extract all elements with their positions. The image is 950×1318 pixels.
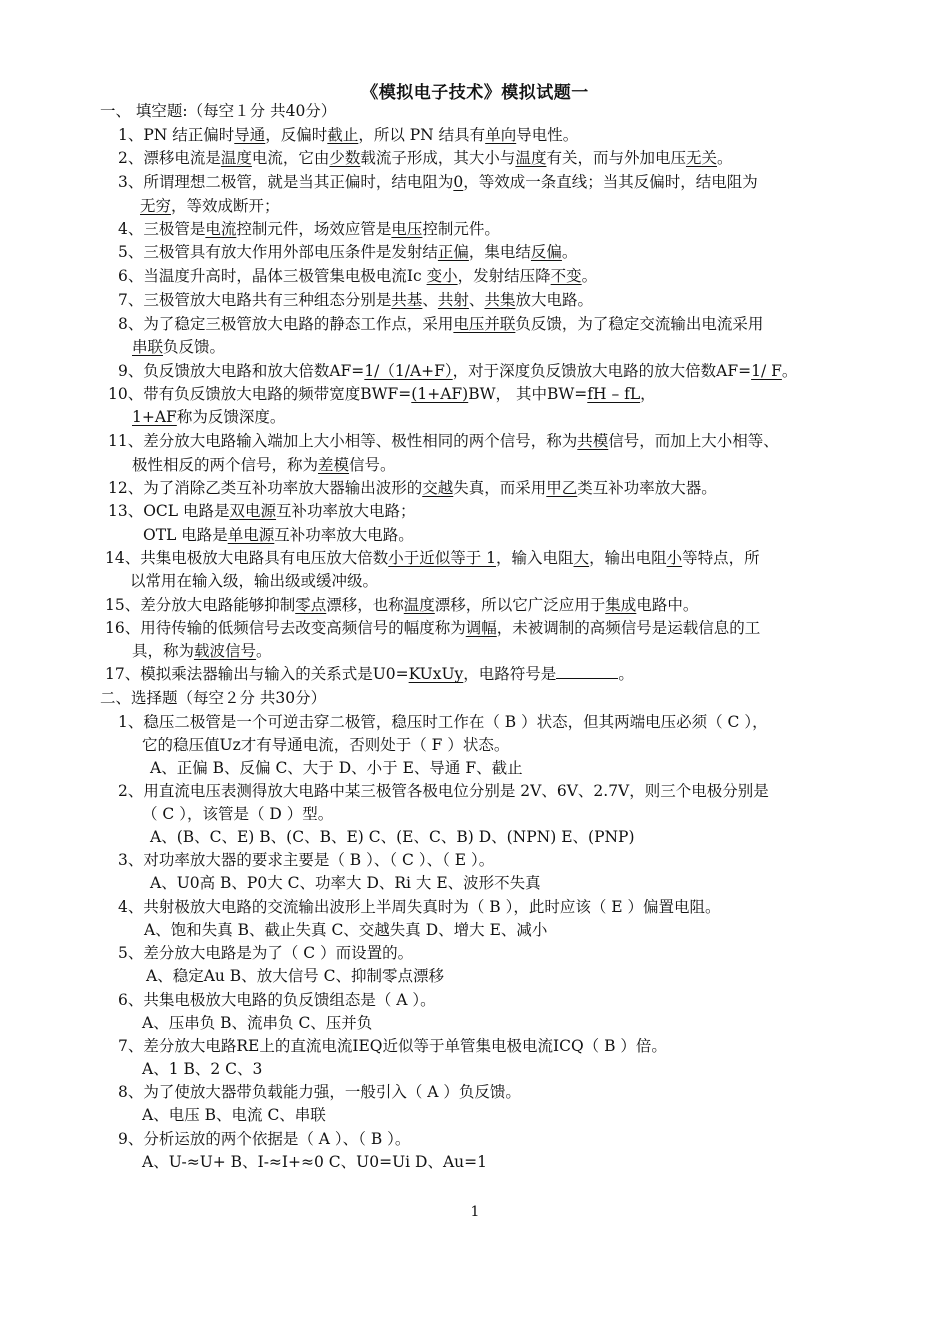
answer-text: 1/ F	[751, 362, 782, 380]
question-text: ，等效成断开；	[171, 197, 280, 215]
choice-options-5: A、稳定Au B、放大信号 C、抑制零点漂移	[146, 967, 444, 985]
question-text: 8、为了稳定三极管放大电路的静态工作点，采用	[118, 315, 454, 333]
choice-options-3: A、U0高 B、P0大 C、功率大 D、Ri 大 E、波形不失真	[150, 874, 541, 892]
answer-text: 共模	[577, 432, 609, 450]
question-text: 15、差分放大电路能够抑制	[105, 596, 296, 614]
question-text: 放大电路。	[515, 291, 593, 309]
question-text: 具，称为	[132, 642, 195, 660]
question-text: 、	[468, 291, 485, 309]
answer-text: (1+AF)	[411, 385, 469, 403]
question-text: 、	[422, 291, 438, 309]
question-9	[118, 361, 797, 381]
answer-text: 截止	[327, 126, 359, 144]
question-2	[118, 148, 733, 168]
choice-question-1-continued: 它的稳压值Uz才有导通电流，否则处于（ F ）状态。	[142, 736, 510, 754]
question-text: 载流子形成，其大小与	[360, 149, 516, 167]
question-text: 失真，而采用	[453, 479, 547, 497]
answer-text: 反偏	[530, 243, 562, 261]
question-text: 负反馈。	[163, 338, 226, 356]
question-text: 控制元件，场效应管是	[236, 220, 392, 238]
question-5	[118, 242, 577, 262]
answer-text: 集成	[605, 596, 637, 614]
question-7	[118, 290, 593, 310]
question-11	[108, 431, 779, 451]
choice-options-1: A、正偏 B、反偏 C、大于 D、小于 E、导通 F、截止	[150, 759, 523, 777]
choice-question-9: 9、分析运放的两个依据是（ A ）、（ B ）。	[118, 1130, 411, 1148]
answer-text: 少数	[329, 149, 361, 167]
question-text: 4、三极管是	[118, 220, 206, 238]
choice-options-6: A、压串负 B、流串负 C、压并负	[142, 1014, 373, 1032]
question-text: ，集电结	[468, 243, 531, 261]
question-text: 导电性。	[516, 126, 579, 144]
answer-text: 温度	[220, 149, 252, 167]
question-12	[108, 478, 717, 498]
choice-options-4: A、饱和失真 B、截止失真 C、交越失真 D、增大 E、减小	[144, 921, 548, 939]
answer-text: 正偏	[437, 243, 469, 261]
section-heading-multiple-choice: 二、选择题（每空２分 共30分）	[100, 689, 327, 707]
choice-question-4: 4、共射极放大电路的交流输出波形上半周失真时为（ B ），此时应该（ E ）偏置电阻。	[118, 898, 721, 916]
question-8	[118, 314, 763, 334]
question-text: 电路中。	[636, 596, 699, 614]
answer-text: 共射	[437, 291, 469, 309]
choice-question-7: 7、差分放大电路RE上的直流电流IEQ近似等于单管集电极电流ICQ（ B ）倍。	[118, 1037, 667, 1055]
question-text: 互补功率放大电路。	[274, 526, 414, 544]
question-17	[105, 664, 634, 684]
answer-text: 导通	[234, 126, 266, 144]
question-text: ，电路符号是	[463, 665, 557, 683]
question-11-continued	[132, 455, 396, 475]
question-text: 16、用待传输的低频信号去改变高频信号的幅度称为	[105, 619, 466, 637]
question-text: ，未被调制的高频信号是运载信息的工	[496, 619, 761, 637]
question-text: 类互补功率放大器。	[577, 479, 717, 497]
choice-question-2: 2、用直流电压表测得放大电路中某三极管各极电位分别是 2V、6V、2.7V，则三个电极分别是	[118, 782, 769, 800]
question-text: 6、当温度升高时，晶体三极管集电极电流Ic	[118, 267, 427, 285]
question-13	[108, 501, 416, 521]
answer-text: 电流	[205, 220, 237, 238]
answer-text: 电压	[391, 220, 423, 238]
answer-text: 温度	[515, 149, 547, 167]
answer-text: 温度	[403, 596, 435, 614]
answer-text: 小	[666, 549, 683, 567]
question-text: ，等效成一条直线；当其反偏时，结电阻为	[463, 173, 758, 191]
answer-text: 双电源	[229, 502, 277, 520]
question-text: 有关，而与外加电压	[546, 149, 686, 167]
question-text: 7、三极管放大电路共有三种组态分别是	[118, 291, 392, 309]
answer-text: 变小	[426, 267, 458, 285]
answer-text: 单向	[485, 126, 517, 144]
question-text: 漂移，也称	[326, 596, 404, 614]
question-text: 2、漂移电流是	[118, 149, 221, 167]
question-text: 互补功率放大电路；	[276, 502, 416, 520]
question-text: 。	[581, 267, 598, 285]
question-text: 10、带有负反馈放大电路的频带宽度BWF=	[108, 385, 412, 403]
question-text: ，输入电阻	[496, 549, 574, 567]
choice-options-7: A、1 B、2 C、3	[142, 1060, 263, 1078]
question-text: 17、模拟乘法器输出与输入的关系式是U0=	[105, 665, 409, 683]
question-text: 控制元件。	[422, 220, 500, 238]
question-text: BW， 其中BW=	[468, 385, 588, 403]
question-text: 。	[256, 642, 272, 660]
answer-text: 大	[573, 549, 590, 567]
question-text: 等特点，所	[682, 549, 760, 567]
question-1	[118, 125, 578, 145]
question-text: 9、负反馈放大电路和放大倍数AF=	[118, 362, 365, 380]
answer-text: 交越	[422, 479, 454, 497]
question-text: 13、OCL 电路是	[108, 502, 230, 520]
question-10	[108, 384, 656, 404]
question-16	[105, 618, 760, 638]
answer-text: 差模	[318, 456, 350, 474]
question-13-continued	[143, 525, 414, 545]
question-text: 极性相反的两个信号，称为	[132, 456, 319, 474]
question-text: 信号，而加上大小相等、	[608, 432, 779, 450]
answer-text: 无关	[685, 149, 717, 167]
question-text: 5、三极管具有放大作用外部电压条件是发射结	[118, 243, 438, 261]
answer-text: 调幅	[465, 619, 497, 637]
question-text: 电流，它由	[251, 149, 330, 167]
choice-question-6: 6、共集电极放大电路的负反馈组态是（ A ）。	[118, 991, 436, 1009]
choice-question-1: 1、稳压二极管是一个可逆击穿二极管，稳压时工作在（ B ）状态，但其两端电压必须（ C ），	[118, 713, 768, 731]
question-8-continued	[132, 337, 225, 357]
question-text: 信号。	[349, 456, 396, 474]
question-3-continued	[140, 196, 280, 216]
question-3	[118, 172, 758, 192]
answer-text: fH – fL	[587, 385, 641, 403]
question-text: ，所以 PN 结具有	[358, 126, 486, 144]
question-text: ，输出电阻	[589, 549, 667, 567]
question-text: 12、为了消除乙类互补功率放大器输出波形的	[108, 479, 423, 497]
choice-question-3: 3、对功率放大器的要求主要是（ B ）、（ C ）、（ E ）。	[118, 851, 495, 869]
answer-text: 0	[453, 173, 464, 191]
answer-text: 甲乙	[546, 479, 578, 497]
answer-text: 单电源	[227, 526, 275, 544]
exam-title: 《模拟电子技术》模拟试题一	[361, 83, 589, 103]
answer-text: KUxUy	[408, 665, 464, 683]
answer-text: 不变	[550, 267, 582, 285]
answer-text: 共基	[391, 291, 423, 309]
choice-question-2-continued: （ C ），该管是（ D ）型。	[142, 805, 334, 823]
answer-text: 1/（1/A+F）	[364, 362, 453, 380]
answer-text: 载波信号	[194, 642, 257, 660]
question-text: 负反馈，为了稳定交流输出电流采用	[515, 315, 764, 333]
question-6	[118, 266, 597, 286]
question-14-continued: 以常用在输入级，输出级或缓冲级。	[130, 572, 379, 590]
question-15	[105, 595, 698, 615]
question-16-continued	[132, 641, 272, 661]
choice-options-2: A、(B、C、E) B、(C、B、E) C、(E、C、B) D、(NPN) E、(PNP)	[150, 828, 635, 846]
question-text: 3、所谓理想二极管，就是当其正偏时，结电阻为	[118, 173, 454, 191]
page-number: 1	[470, 1204, 480, 1220]
question-14	[105, 548, 760, 568]
question-text: 。	[716, 149, 733, 167]
question-text: 称为反馈深度。	[176, 408, 286, 426]
answer-blank	[556, 664, 618, 679]
question-text: ，	[640, 385, 656, 403]
question-text: OTL 电路是	[143, 526, 228, 544]
answer-text: 1+AF	[132, 408, 177, 426]
choice-question-8: 8、为了使放大器带负载能力强，一般引入（ A ）负反馈。	[118, 1083, 521, 1101]
question-text: ，对于深度负反馈放大电路的放大倍数AF=	[452, 362, 752, 380]
question-text: 14、共集电极放大电路具有电压放大倍数	[105, 549, 389, 567]
choice-options-9: A、U-≈U+ B、I-≈I+≈0 C、U0=Ui D、Au=1	[142, 1153, 487, 1171]
answer-text: 共集	[484, 291, 516, 309]
section-heading-fill-in: 一、 填空题:（每空１分 共40分）	[100, 102, 337, 120]
question-4	[118, 219, 500, 239]
answer-text: 小于近似等于 1	[388, 549, 497, 567]
question-text: 。	[618, 665, 634, 683]
answer-text: 电压并联	[453, 315, 516, 333]
question-text: 11、差分放大电路输入端加上大小相等、极性相同的两个信号，称为	[108, 432, 578, 450]
choice-options-8: A、电压 B、电流 C、串联	[142, 1106, 326, 1124]
question-text: 。	[561, 243, 578, 261]
question-text: 。	[781, 362, 798, 380]
question-text: 1、PN 结正偏时	[118, 126, 235, 144]
question-text: ，反偏时	[265, 126, 328, 144]
answer-text: 零点	[295, 596, 327, 614]
question-text: ，发射结压降	[457, 267, 551, 285]
question-text: 漂移，所以它广泛应用于	[434, 596, 606, 614]
answer-text: 无穷	[140, 197, 172, 215]
answer-text: 串联	[132, 338, 164, 356]
choice-question-5: 5、差分放大电路是为了（ C ）而设置的。	[118, 944, 414, 962]
question-10-continued	[132, 407, 285, 427]
